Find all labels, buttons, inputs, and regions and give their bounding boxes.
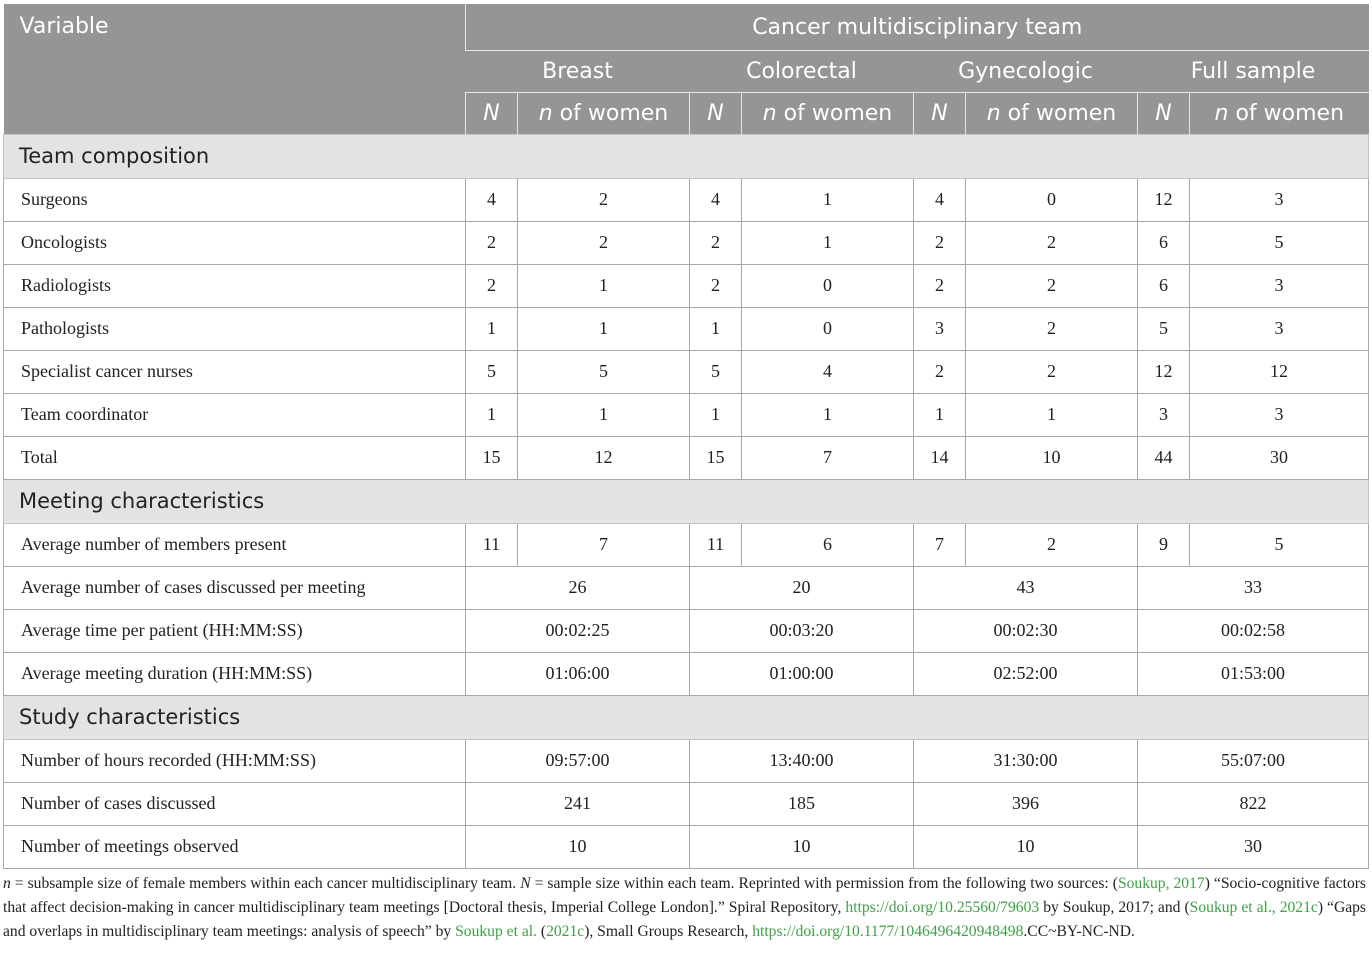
table-cell: 6	[1138, 221, 1190, 264]
doi-link[interactable]: https://doi.org/10.25560/79603	[845, 899, 1040, 916]
footnote-N-symbol: N	[520, 875, 531, 892]
table-cell: 5	[466, 350, 518, 393]
table-cell-merged: 00:03:20	[690, 609, 914, 652]
col-header-n-suffix: of women	[1000, 100, 1117, 126]
table-cell: 1	[966, 393, 1138, 436]
table-row	[4, 178, 1369, 221]
table-cell: 1	[742, 178, 914, 221]
table-cell: 1	[690, 393, 742, 436]
row-label: Pathologists	[4, 307, 466, 350]
table-row	[4, 652, 1369, 695]
table-cell-merged: 241	[466, 782, 690, 825]
table-cell: 0	[742, 264, 914, 307]
table-cell: 15	[466, 436, 518, 479]
col-header-n-of-women	[966, 92, 1138, 134]
table-cell: 9	[1138, 523, 1190, 566]
row-label: Specialist cancer nurses	[4, 350, 466, 393]
col-header-n-symbol: n	[986, 100, 1001, 126]
table-row	[4, 523, 1369, 566]
table-row	[4, 264, 1369, 307]
col-header-N	[914, 92, 966, 134]
table-row	[4, 825, 1369, 868]
data-table	[3, 4, 1369, 869]
col-header-n-of-women	[1190, 92, 1369, 134]
row-label: Number of hours recorded (HH:MM:SS)	[4, 739, 466, 782]
section-row	[4, 695, 1369, 739]
team-header-gynecologic: Gynecologic	[914, 50, 1138, 92]
table-cell-merged: 26	[466, 566, 690, 609]
table-cell: 3	[1190, 178, 1369, 221]
col-header-N	[1138, 92, 1190, 134]
table-cell-merged: 00:02:58	[1138, 609, 1369, 652]
table-footnote	[3, 872, 1366, 944]
group-header: Cancer multidisciplinary team	[466, 4, 1369, 50]
table-container	[3, 4, 1368, 869]
table-row	[4, 307, 1369, 350]
col-header-n-symbol: n	[538, 100, 553, 126]
table-cell: 1	[466, 307, 518, 350]
table-cell: 4	[466, 178, 518, 221]
table-cell: 11	[690, 523, 742, 566]
table-cell: 2	[690, 264, 742, 307]
citation-link[interactable]: Soukup et al.	[455, 923, 537, 940]
table-cell-merged: 20	[690, 566, 914, 609]
table-cell: 14	[914, 436, 966, 479]
row-label: Average number of cases discussed per meeting	[4, 566, 466, 609]
table-cell: 6	[1138, 264, 1190, 307]
footnote-text: ) “Gaps and overlaps in multidisciplinary team meetings: analysis of speech” by	[3, 899, 1366, 940]
table-cell: 5	[1138, 307, 1190, 350]
table-cell: 15	[690, 436, 742, 479]
section-row	[4, 479, 1369, 523]
col-header-N-symbol: N	[1155, 100, 1172, 126]
table-row	[4, 350, 1369, 393]
row-label: Average meeting duration (HH:MM:SS)	[4, 652, 466, 695]
table-cell-merged: 33	[1138, 566, 1369, 609]
table-cell: 2	[966, 523, 1138, 566]
footnote-text: = subsample size of female members within each cancer multidisciplinary team.	[10, 875, 521, 892]
table-cell-merged: 43	[914, 566, 1138, 609]
table-cell: 5	[518, 350, 690, 393]
table-cell: 2	[518, 221, 690, 264]
col-header-n-of-women	[742, 92, 914, 134]
table-cell: 2	[966, 221, 1138, 264]
row-label: Team coordinator	[4, 393, 466, 436]
table-cell-merged: 00:02:30	[914, 609, 1138, 652]
table-cell: 2	[690, 221, 742, 264]
footnote-text: ), Small Groups Research,	[584, 923, 753, 940]
table-cell-merged: 01:06:00	[466, 652, 690, 695]
table-cell: 7	[518, 523, 690, 566]
table-row	[4, 739, 1369, 782]
table-cell: 1	[690, 307, 742, 350]
row-label: Radiologists	[4, 264, 466, 307]
table-cell: 2	[518, 178, 690, 221]
team-header-colorectal: Colorectal	[690, 50, 914, 92]
table-cell: 1	[518, 393, 690, 436]
table-cell: 11	[466, 523, 518, 566]
table-cell-merged: 13:40:00	[690, 739, 914, 782]
table-cell: 5	[1190, 221, 1369, 264]
table-cell-merged: 55:07:00	[1138, 739, 1369, 782]
table-cell: 12	[1138, 350, 1190, 393]
table-cell-merged: 31:30:00	[914, 739, 1138, 782]
table-cell: 3	[1138, 393, 1190, 436]
table-cell: 2	[914, 350, 966, 393]
citation-link[interactable]: Soukup et al., 2021c	[1189, 899, 1318, 916]
table-cell: 6	[742, 523, 914, 566]
table-cell: 4	[914, 178, 966, 221]
table-cell-merged: 10	[914, 825, 1138, 868]
team-header-breast: Breast	[466, 50, 690, 92]
row-label: Average time per patient (HH:MM:SS)	[4, 609, 466, 652]
table-cell-merged: 10	[466, 825, 690, 868]
table-cell-merged: 00:02:25	[466, 609, 690, 652]
col-header-N	[690, 92, 742, 134]
row-label: Surgeons	[4, 178, 466, 221]
table-cell: 2	[466, 221, 518, 264]
table-cell: 12	[1190, 350, 1369, 393]
table-cell: 2	[966, 307, 1138, 350]
row-label: Average number of members present	[4, 523, 466, 566]
col-header-N-symbol: N	[931, 100, 948, 126]
col-header-n-symbol: n	[1214, 100, 1229, 126]
table-cell-merged: 09:57:00	[466, 739, 690, 782]
table-row	[4, 436, 1369, 479]
table-cell: 0	[742, 307, 914, 350]
table-cell: 5	[690, 350, 742, 393]
table-cell: 3	[1190, 393, 1369, 436]
table-cell-merged: 01:00:00	[690, 652, 914, 695]
table-cell: 10	[966, 436, 1138, 479]
table-cell: 12	[1138, 178, 1190, 221]
table-cell: 3	[1190, 307, 1369, 350]
table-cell-merged: 822	[1138, 782, 1369, 825]
table-cell: 3	[1190, 264, 1369, 307]
col-header-n-suffix: of women	[552, 100, 669, 126]
table-row	[4, 393, 1369, 436]
table-cell: 5	[1190, 523, 1369, 566]
table-cell: 4	[690, 178, 742, 221]
table-cell-merged: 396	[914, 782, 1138, 825]
table-row	[4, 566, 1369, 609]
col-header-n-suffix: of women	[776, 100, 893, 126]
section-row	[4, 134, 1369, 178]
table-cell: 2	[966, 350, 1138, 393]
table-row	[4, 782, 1369, 825]
table-cell-merged: 02:52:00	[914, 652, 1138, 695]
table-cell-merged: 30	[1138, 825, 1369, 868]
col-header-n-of-women	[518, 92, 690, 134]
footnote-text: (	[536, 923, 547, 940]
doi-link[interactable]: https://doi.org/10.1177/1046496420948498	[752, 923, 1024, 940]
footnote-text: by Soukup, 2017; and (	[1039, 899, 1190, 916]
table-cell: 1	[914, 393, 966, 436]
variable-header: Variable	[4, 4, 466, 134]
table-cell: 0	[966, 178, 1138, 221]
table-cell: 2	[914, 221, 966, 264]
table-cell: 3	[914, 307, 966, 350]
table-cell-merged: 10	[690, 825, 914, 868]
table-cell: 1	[518, 264, 690, 307]
table-cell: 1	[466, 393, 518, 436]
table-row	[4, 221, 1369, 264]
table-cell: 1	[518, 307, 690, 350]
footnote-n-symbol: n	[3, 875, 11, 892]
footnote-text: .CC~BY-NC-ND.	[1023, 923, 1135, 940]
citation-link[interactable]: Soukup, 2017	[1117, 875, 1205, 892]
table-cell: 7	[914, 523, 966, 566]
table-cell-merged: 01:53:00	[1138, 652, 1369, 695]
section-title: Meeting characteristics	[4, 479, 1369, 523]
table-row	[4, 609, 1369, 652]
table-cell-merged: 185	[690, 782, 914, 825]
footnote-text: = sample size within each team. Reprinted with permission from the following two sources: (	[530, 875, 1118, 892]
table-cell: 1	[742, 221, 914, 264]
row-label: Number of meetings observed	[4, 825, 466, 868]
table-cell: 2	[966, 264, 1138, 307]
col-header-N	[466, 92, 518, 134]
table-cell: 30	[1190, 436, 1369, 479]
table-cell: 44	[1138, 436, 1190, 479]
table-cell: 7	[742, 436, 914, 479]
col-header-n-symbol: n	[762, 100, 777, 126]
row-label: Oncologists	[4, 221, 466, 264]
footnote-text: ) “Socio-cognitive factors that affect decision-making in cancer multidisciplinary team meetings [Doctoral thesis, Imperial College London].” Spiral Repository,	[3, 875, 1367, 916]
row-label: Total	[4, 436, 466, 479]
col-header-N-symbol: N	[707, 100, 724, 126]
team-header-full-sample: Full sample	[1138, 50, 1369, 92]
col-header-N-symbol: N	[483, 100, 500, 126]
section-title: Study characteristics	[4, 695, 1369, 739]
section-title: Team composition	[4, 134, 1369, 178]
table-cell: 4	[742, 350, 914, 393]
row-label: Number of cases discussed	[4, 782, 466, 825]
table-cell: 12	[518, 436, 690, 479]
table-cell: 2	[466, 264, 518, 307]
table-cell: 1	[742, 393, 914, 436]
citation-link[interactable]: 2021c	[546, 923, 585, 940]
table-cell: 2	[914, 264, 966, 307]
col-header-n-suffix: of women	[1228, 100, 1345, 126]
